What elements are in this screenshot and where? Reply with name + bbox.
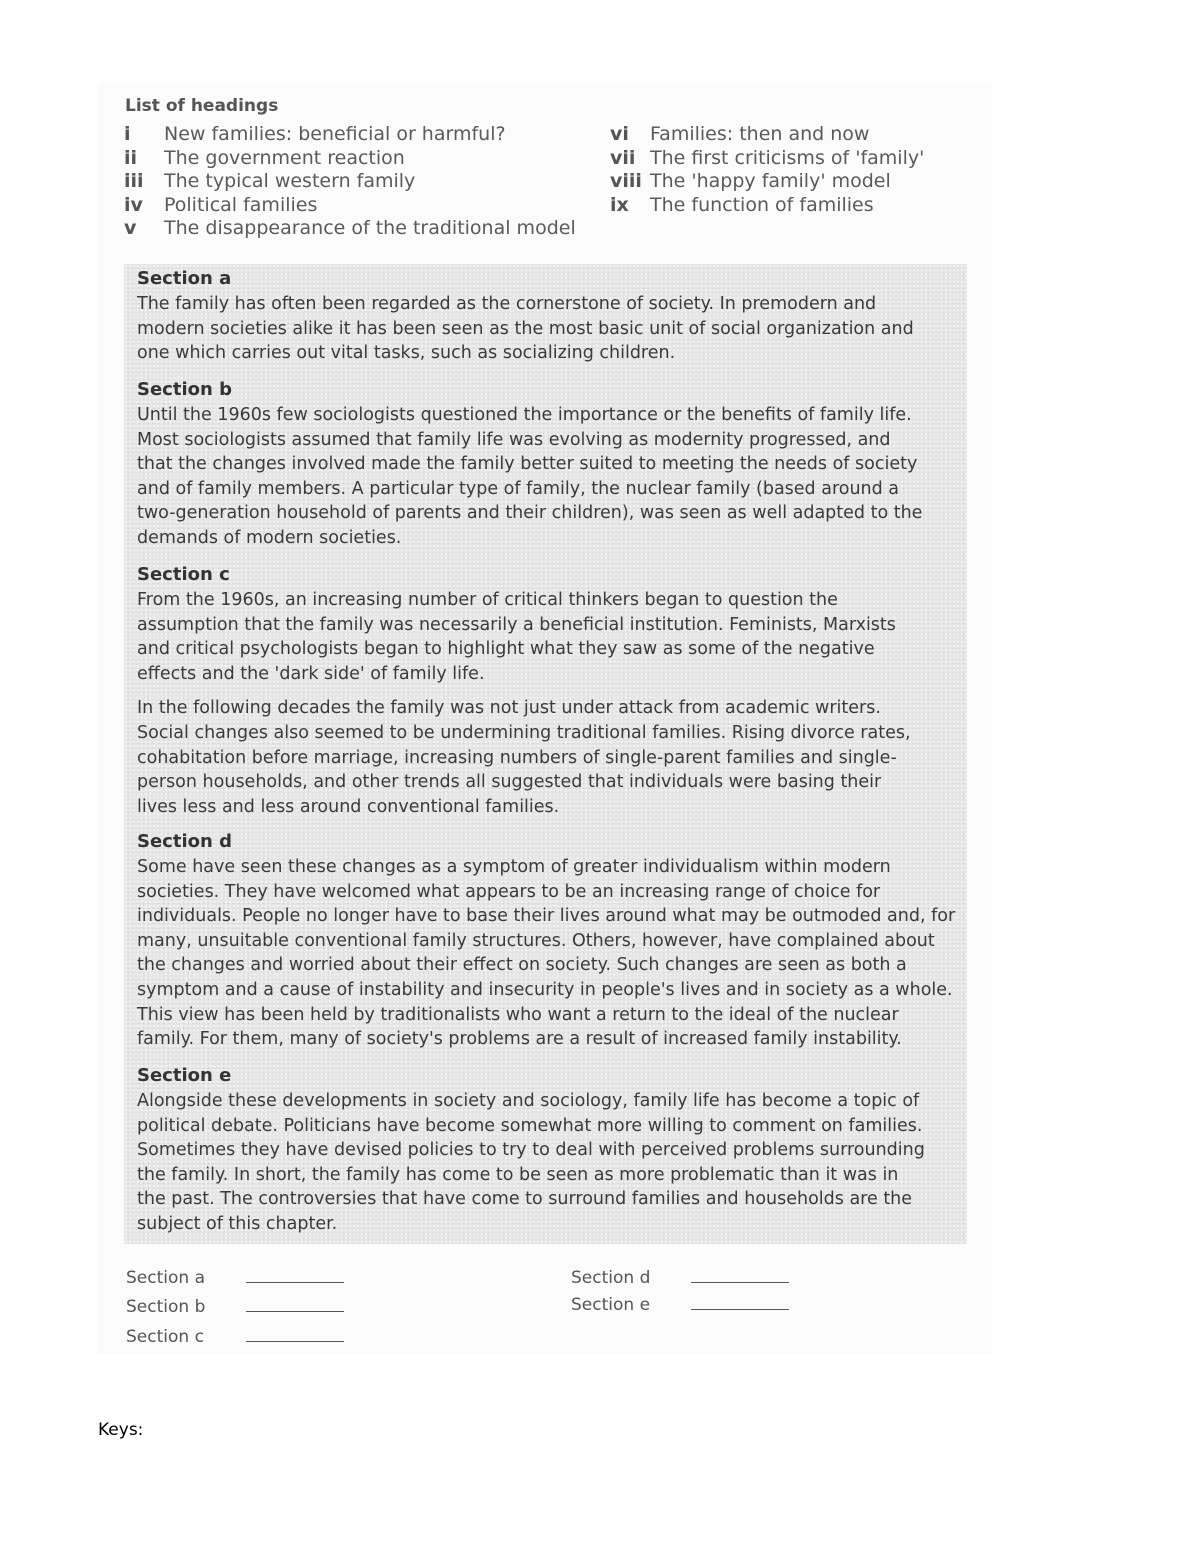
heading-item: [610, 194, 924, 218]
headings-title: List of headings: [125, 96, 279, 116]
headings-list-right: [610, 123, 924, 217]
heading-item: [124, 147, 576, 171]
paragraph-line: assumption that the family was necessarily a beneficial institution. Feminists, Marxists: [137, 614, 896, 635]
section-e: [137, 1063, 957, 1237]
answer-row: [571, 1288, 789, 1315]
answers-left: [126, 1258, 344, 1347]
section-title: Section d: [137, 831, 232, 852]
paragraph-line: societies. They have welcomed what appears to be an increasing range of choice for: [137, 881, 881, 902]
paragraph-line: one which carries out vital tasks, such as socializing children.: [137, 343, 676, 364]
paragraph-line: effects and the 'dark side' of family life.: [137, 663, 485, 684]
paragraph-line: many, unsuitable conventional family structures. Others, however, have complained about: [137, 930, 935, 951]
answer-row: [571, 1258, 789, 1288]
heading-item: [124, 123, 576, 147]
answer-label: Section e: [571, 1294, 651, 1315]
answer-label: Section a: [126, 1267, 205, 1288]
answer-label: Section d: [571, 1267, 651, 1288]
paragraph-line: lives less and less around conventional families.: [137, 796, 560, 817]
heading-number: ii: [124, 146, 138, 169]
answer-row: [126, 1258, 344, 1288]
keys-label: Keys:: [98, 1420, 144, 1440]
paragraph-line: two-generation household of parents and their children), was seen as well adapted to the: [137, 503, 923, 524]
section-c: [137, 562, 957, 819]
paragraph-line: Some have seen these changes as a symptom of greater individualism within modern: [137, 857, 891, 877]
paragraph-line: individuals. People no longer have to base their lives around what may be outmoded and, for: [137, 906, 956, 927]
answer-blank[interactable]: [246, 1281, 344, 1283]
heading-item: [124, 194, 576, 218]
heading-number: iii: [124, 170, 144, 193]
answer-label: Section b: [126, 1297, 206, 1317]
section-d: [137, 829, 957, 1052]
heading-text: The first criticisms of 'family': [650, 146, 925, 169]
answer-row: [126, 1317, 344, 1347]
paragraph-line: the past. The controversies that have come to surround families and households are the: [137, 1189, 913, 1210]
section-title: Section c: [137, 564, 230, 585]
answer-blank[interactable]: [691, 1281, 789, 1283]
paragraph-line: the changes and worried about their effect on society. Such changes are seen as both a: [137, 955, 907, 976]
heading-number: vii: [610, 146, 636, 169]
heading-text: The disappearance of the traditional model: [164, 217, 576, 240]
heading-number: ix: [610, 193, 629, 216]
paragraph-line: This view has been held by traditionalists who want a return to the ideal of the nuclear: [137, 1004, 899, 1025]
paragraph-line: and of family members. A particular type of family, the nuclear family (based around a: [137, 478, 900, 499]
answer-label: Section c: [126, 1326, 204, 1347]
section-title: Section b: [137, 379, 232, 400]
heading-text: The typical western family: [164, 170, 416, 193]
heading-text: New families: beneficial or harmful?: [164, 123, 506, 145]
headings-list-left: [124, 123, 576, 241]
paragraph-gap: [137, 686, 957, 696]
paragraph-line: that the changes involved made the family better suited to meeting the needs of society: [137, 454, 918, 475]
heading-number: viii: [610, 170, 642, 193]
paragraph-line: and critical psychologists began to highlight what they saw as some of the negative: [137, 639, 875, 660]
section-b: [137, 377, 957, 551]
paragraph-line: Alongside these developments in society and sociology, family life has become a topic of: [137, 1091, 920, 1111]
paragraph-line: family. For them, many of society's problems are a result of increased family instability.: [137, 1029, 902, 1050]
answer-blank[interactable]: [246, 1310, 344, 1312]
heading-number: iv: [124, 193, 143, 216]
paragraph-line: From the 1960s, an increasing number of critical thinkers began to question the: [137, 590, 838, 610]
paragraph-line: Sometimes they have devised policies to try to deal with perceived problems surrounding: [137, 1140, 925, 1161]
section-title: Section e: [137, 1065, 232, 1086]
paragraph-line: the family. In short, the family has come to be seen as more problematic than it was in: [137, 1164, 899, 1185]
paragraph-line: Social changes also seemed to be undermining traditional families. Rising divorce rates,: [137, 722, 911, 743]
paragraph-line: Until the 1960s few sociologists questioned the importance or the benefits of family life.: [137, 405, 912, 425]
paragraph-line: Most sociologists assumed that family life was evolving as modernity progressed, and: [137, 429, 891, 450]
answer-row: [126, 1288, 344, 1318]
heading-item: [610, 123, 924, 147]
section-a: [137, 266, 957, 366]
paragraph-line: subject of this chapter.: [137, 1213, 338, 1234]
heading-number: i: [124, 123, 131, 145]
paragraph-line: person households, and other trends all suggested that individuals were basing their: [137, 772, 882, 793]
heading-text: The government reaction: [164, 146, 405, 169]
heading-item: [610, 170, 924, 194]
paragraph-line: modern societies alike it has been seen as the most basic unit of social organization and: [137, 318, 914, 339]
answer-blank[interactable]: [691, 1308, 789, 1310]
paragraph-line: In the following decades the family was not just under attack from academic writers.: [137, 698, 881, 719]
heading-text: Political families: [164, 193, 318, 216]
heading-text: The 'happy family' model: [650, 170, 891, 193]
paragraph-line: political debate. Politicians have become somewhat more willing to comment on families.: [137, 1115, 923, 1136]
heading-number: v: [124, 217, 137, 240]
paragraph-line: symptom and a cause of instability and insecurity in people's lives and in society as a whole.: [137, 979, 953, 1000]
heading-number: vi: [610, 123, 629, 145]
heading-text: Families: then and now: [650, 123, 870, 145]
paragraph-line: cohabitation before marriage, increasing numbers of single-parent families and single-: [137, 747, 897, 768]
paragraph-line: The family has often been regarded as the cornerstone of society. In premodern and: [137, 294, 877, 314]
heading-item: [124, 170, 576, 194]
answer-blank[interactable]: [246, 1340, 344, 1342]
heading-text: The function of families: [650, 193, 874, 216]
heading-item: [610, 147, 924, 171]
section-title: Section a: [137, 268, 232, 289]
heading-item: [124, 217, 576, 241]
paragraph-line: demands of modern societies.: [137, 527, 402, 548]
answers-right: [571, 1258, 789, 1315]
